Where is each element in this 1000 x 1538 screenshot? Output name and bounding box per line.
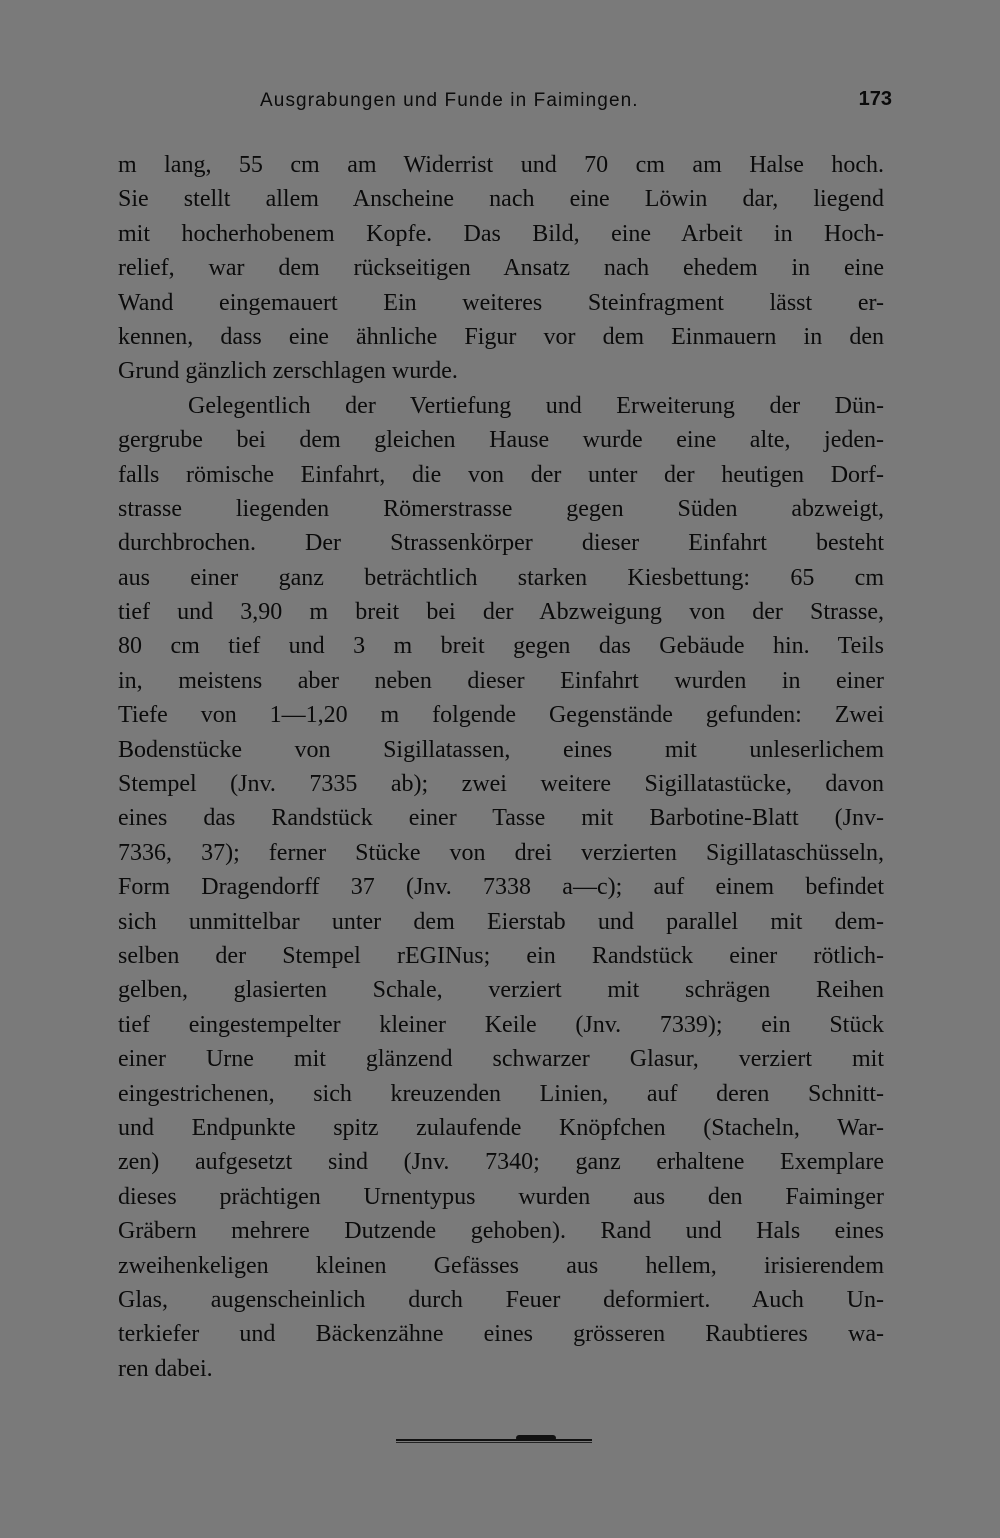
ornament-swell xyxy=(516,1435,556,1441)
text-line: einer Urne mit glänzend schwarzer Glasur, verziert mit xyxy=(118,1046,884,1073)
text-line: zweihenkeligen kleinen Gefässes aus hellem, irisierendem xyxy=(118,1252,884,1279)
text-line: Tiefe von 1—1,20 m folgende Gegenstände gefunden: Zwei xyxy=(118,702,884,729)
text-line: und Endpunkte spitz zulaufende Knöpfchen (Stacheln, War- xyxy=(118,1114,884,1141)
text-line: Form Dragendorff 37 (Jnv. 7338 a—c); auf einem befindet xyxy=(118,874,884,901)
text-line: gelben, glasierten Schale, verziert mit schrägen Reihen xyxy=(118,977,884,1004)
text-line: Sie stellt allem Anscheine nach eine Löwin dar, liegend xyxy=(118,186,884,213)
end-ornament-rule xyxy=(396,1432,592,1446)
text-line: selben der Stempel rEGINus; ein Randstück einer rötlich- xyxy=(118,942,884,969)
text-line: dieses prächtigen Urnentypus wurden aus den Faiminger xyxy=(118,1183,884,1210)
text-line: aus einer ganz beträchtlich starken Kiesbettung: 65 cm xyxy=(118,564,884,591)
running-title: Ausgrabungen und Funde in Faimingen. xyxy=(260,90,639,111)
text-line: gergrube bei dem gleichen Hause wurde eine alte, jeden- xyxy=(118,427,884,454)
text-line: tief und 3,90 m breit bei der Abzweigung von der Strasse, xyxy=(118,599,884,626)
text-line: Grund gänzlich zerschlagen wurde. xyxy=(118,358,458,385)
text-line: falls römische Einfahrt, die von der unter der heutigen Dorf- xyxy=(118,461,884,488)
page-number: 173 xyxy=(858,88,892,110)
text-line: eines das Randstück einer Tasse mit Barbotine-Blatt (Jnv- xyxy=(118,805,884,832)
text-line: eingestrichenen, sich kreuzenden Linien, auf deren Schnitt- xyxy=(118,1080,884,1107)
text-line: Stempel (Jnv. 7335 ab); zwei weitere Sigillatastücke, davon xyxy=(118,771,884,798)
body-text xyxy=(118,148,884,1386)
text-line: ren dabei. xyxy=(118,1355,213,1382)
text-line: Gräbern mehrere Dutzende gehoben). Rand und Hals eines xyxy=(118,1218,884,1245)
text-line: durchbrochen. Der Strassenkörper dieser Einfahrt besteht xyxy=(118,530,884,557)
text-line: strasse liegenden Römerstrasse gegen Süden abzweigt, xyxy=(118,495,884,522)
text-line: Gelegentlich der Vertiefung und Erweiterung der Dün- xyxy=(188,392,884,419)
text-line: mit hocherhobenem Kopfe. Das Bild, eine Arbeit in Hoch- xyxy=(118,220,884,247)
text-line: tief eingestempelter kleiner Keile (Jnv. 7339); ein Stück xyxy=(118,1011,884,1038)
text-line: Glas, augenscheinlich durch Feuer deformiert. Auch Un- xyxy=(118,1286,884,1313)
ornament-line xyxy=(396,1439,592,1441)
text-line: kennen, dass eine ähnliche Figur vor dem Einmauern in den xyxy=(118,323,884,350)
text-line: terkiefer und Bäckenzähne eines grösseren Raubtieres wa- xyxy=(118,1321,884,1348)
text-line: m lang, 55 cm am Widerrist und 70 cm am Halse hoch. xyxy=(118,152,884,178)
text-line: 80 cm tief und 3 m breit gegen das Gebäude hin. Teils xyxy=(118,633,884,660)
text-line: zen) aufgesetzt sind (Jnv. 7340; ganz erhaltene Exemplare xyxy=(118,1149,884,1176)
text-line: sich unmittelbar unter dem Eierstab und parallel mit dem- xyxy=(118,908,884,935)
text-line: Bodenstücke von Sigillatassen, eines mit unleserlichem xyxy=(118,736,884,763)
text-line: Wand eingemauert Ein weiteres Steinfragment lässt er- xyxy=(118,289,884,316)
text-line: relief, war dem rückseitigen Ansatz nach ehedem in eine xyxy=(118,255,884,282)
text-line: 7336, 37); ferner Stücke von drei verzierten Sigillataschüsseln, xyxy=(118,839,884,866)
text-line: in, meistens aber neben dieser Einfahrt wurden in einer xyxy=(118,667,884,694)
running-head xyxy=(118,86,894,120)
ornament-line xyxy=(396,1442,592,1443)
